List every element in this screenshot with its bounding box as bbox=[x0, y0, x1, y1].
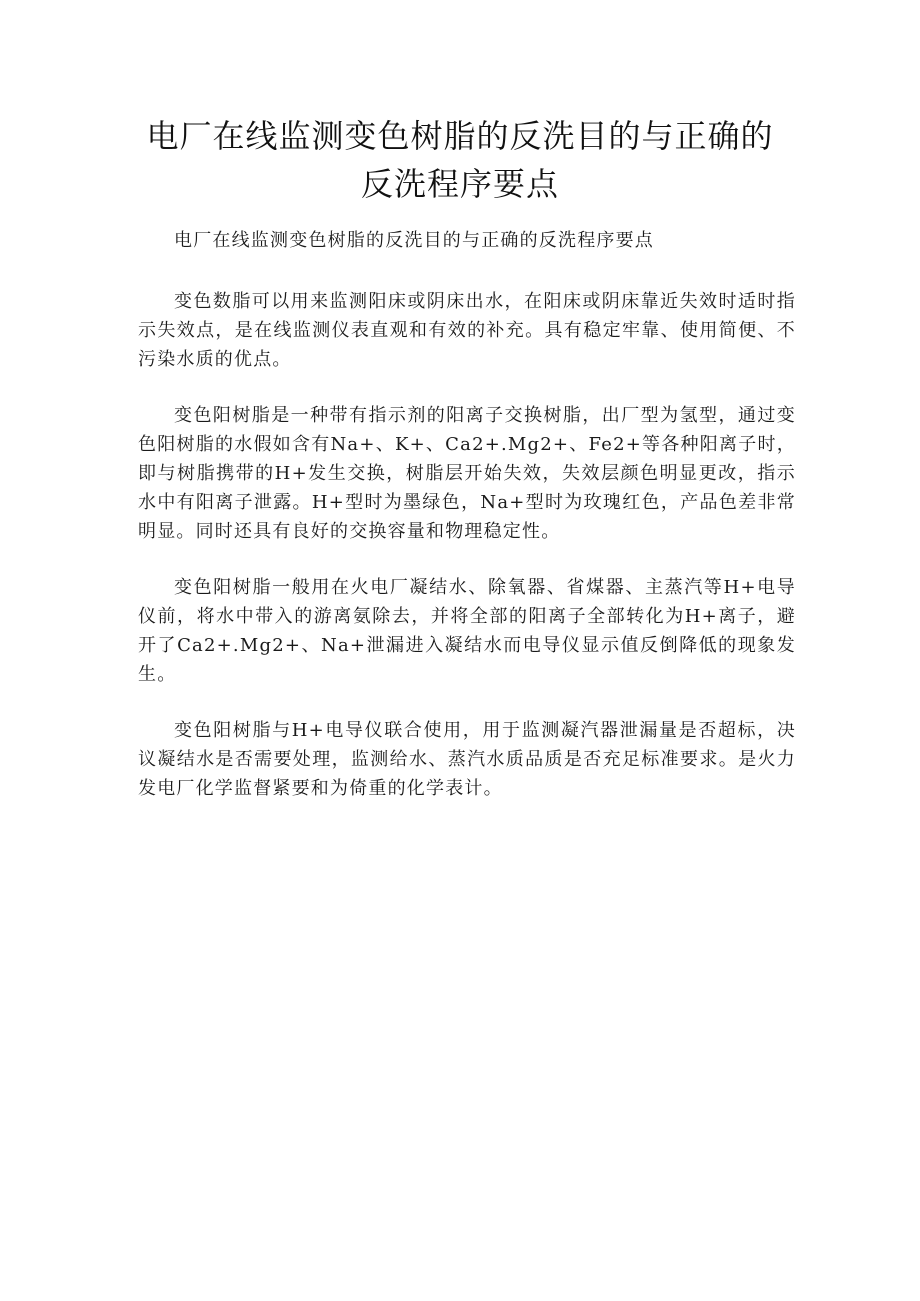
title-line-1: 电厂在线监测变色树脂的反洗目的与正确的 bbox=[146, 117, 774, 155]
document-title bbox=[110, 112, 810, 208]
paragraph-3: 变色阳树脂一般用在火电厂凝结水、除氧器、省煤器、主蒸汽等H+电导仪前，将水中带入的游离氨除去，并将全部的阳离子全部转化为H+离子，避开了Ca2+.Mg2+、Na+泄漏进入凝结水而电导仪显示值反倒降低的现象发生。 bbox=[138, 577, 796, 685]
paragraph-2: 变色阳树脂是一种带有指示剂的阳离子交换树脂，出厂型为氢型，通过变色阳树脂的水假如含有Na+、K+、Ca2+.Mg2+、Fe2+等各种阳离子时，即与树脂携带的H+发生交换，树脂层开始失效，失效层颜色明显更改，指示水中有阳离子泄露。H+型时为墨绿色，Na+型时为玫瑰红色，产品色差非常明显。同时还具有良好的交换容量和物理稳定性。 bbox=[138, 405, 796, 542]
document-body bbox=[138, 226, 796, 830]
paragraph-1: 变色数脂可以用来监测阳床或阴床出水，在阳床或阴床靠近失效时适时指示失效点，是在线监测仪表直观和有效的补充。具有稳定牢靠、使用简便、不污染水质的优点。 bbox=[138, 291, 796, 370]
paragraph-subtitle: 电厂在线监测变色树脂的反洗目的与正确的反洗程序要点 bbox=[174, 230, 654, 251]
title-line-2: 反洗程序要点 bbox=[360, 165, 559, 203]
paragraph-4: 变色阳树脂与H+电导仪联合使用，用于监测凝汽器泄漏量是否超标，决议凝结水是否需要处理，监测给水、蒸汽水质品质是否充足标准要求。是火力发电厂化学监督紧要和为倚重的化学表计。 bbox=[138, 720, 796, 799]
